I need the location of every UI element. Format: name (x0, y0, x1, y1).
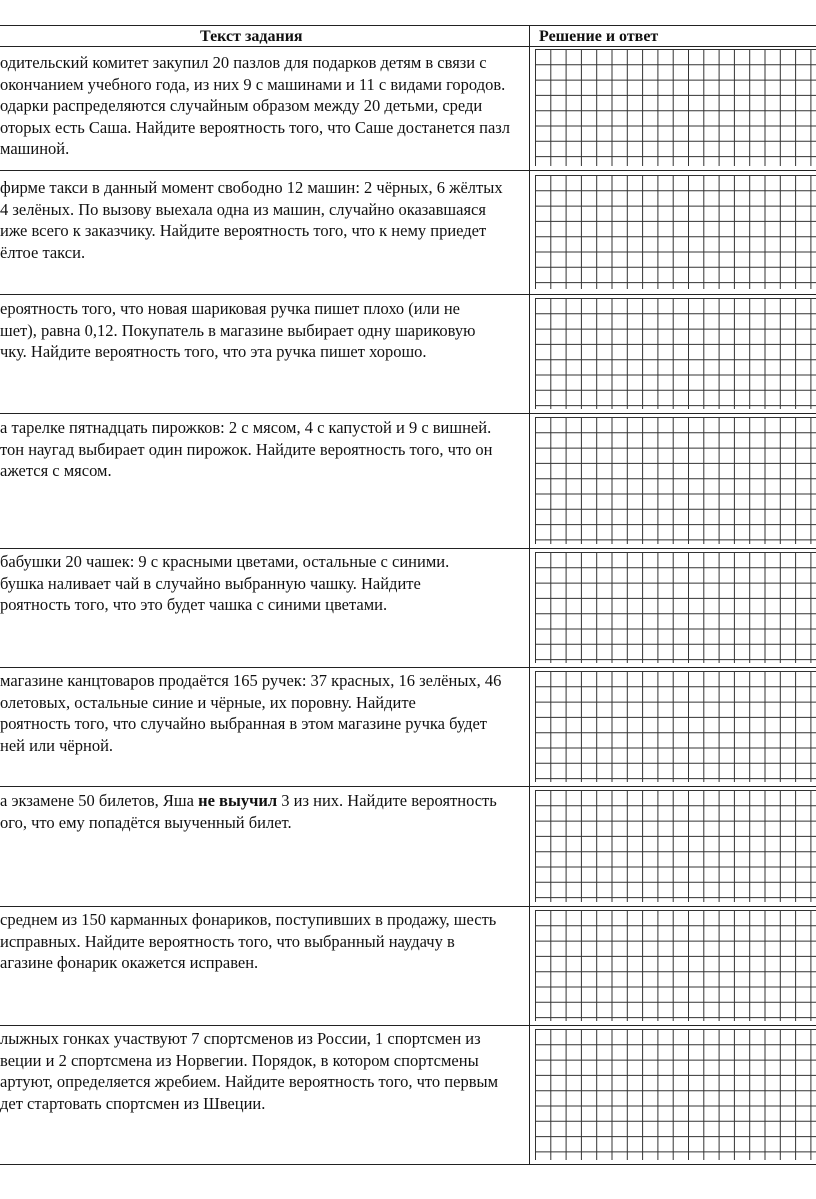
grid-lines (535, 910, 816, 1021)
task-line: ероятность того, что новая шариковая ручка пишет плохо (или не (0, 299, 460, 318)
task-line: тон наугад выбирает один пирожок. Найдите вероятность того, что он (0, 439, 493, 459)
answer-grid-3[interactable] (535, 298, 816, 409)
task-text-1 (0, 52, 523, 160)
task-text-2 (0, 177, 523, 263)
task-line: артуют, определяется жребием. Найдите вероятность того, что первым (0, 1072, 499, 1091)
task-text-part: 3 из них. Найдите вероятность (277, 791, 497, 810)
task-line: лыжных гонках участвуют 7 спортсменов из России, 1 спортсмен из (0, 1029, 481, 1048)
row-border (0, 906, 816, 907)
answer-grid-1[interactable] (535, 49, 816, 166)
task-line: иже всего к заказчику. Найдите вероятность того, что к нему приедет (0, 221, 487, 240)
header-solution: Решение и ответ (539, 28, 659, 45)
task-line: шет), равна 0,12. Покупатель в магазине выбирает одну шариковую (0, 320, 476, 340)
task-line: ёлтое такси. (0, 242, 86, 262)
task-line: ого, что ему попадётся выученный билет. (0, 812, 292, 832)
task-line: ажется с мясом. (0, 461, 112, 480)
task-line: роятность того, что случайно выбранная в этом магазине ручка будет (0, 714, 487, 733)
task-line: дет стартовать спортсмен из Швеции. (0, 1093, 266, 1113)
task-line: бабушки 20 чашек: 9 с красными цветами, остальные с синими. (0, 552, 450, 571)
answer-grid-9[interactable] (535, 1029, 816, 1160)
row-border (0, 1025, 816, 1026)
task-line: одительский комитет закупил 20 пазлов для подарков детям в связи с (0, 53, 487, 72)
task-line: оторых есть Саша. Найдите вероятность того, что Саше достанется пазл (0, 117, 511, 137)
row-border (0, 786, 816, 787)
task-line: машиной. (0, 139, 70, 158)
answer-grid-6[interactable] (535, 671, 816, 782)
answer-grid-2[interactable] (535, 175, 816, 289)
task-text-6 (0, 670, 523, 756)
grid-lines (535, 49, 816, 166)
task-text-4 (0, 417, 523, 482)
task-line: окончанием учебного года, из них 9 с машинами и 11 с видами городов. (0, 74, 506, 94)
task-line: ней или чёрной. (0, 735, 114, 755)
grid-lines (535, 1029, 816, 1160)
grid-lines (535, 671, 816, 782)
row-border (0, 548, 816, 549)
row-border (0, 667, 816, 668)
task-text-5 (0, 551, 523, 616)
task-line: роятность того, что это будет чашка с синими цветами. (0, 595, 388, 614)
row-border (0, 170, 816, 171)
task-line: среднем из 150 карманных фонариков, поступивших в продажу, шесть (0, 910, 497, 929)
task-text-3 (0, 298, 523, 363)
answer-grid-8[interactable] (535, 910, 816, 1021)
grid-lines (535, 175, 816, 289)
task-text-8 (0, 909, 523, 974)
task-line: бушка наливает чай в случайно выбранную чашку. Найдите (0, 573, 421, 593)
task-line: агазине фонарик окажется исправен. (0, 953, 259, 972)
row-border (0, 413, 816, 414)
answer-grid-5[interactable] (535, 552, 816, 663)
task-line: чку. Найдите вероятность того, что эта ручка пишет хорошо. (0, 342, 427, 361)
task-text-part: а экзамене 50 билетов, Яша (0, 791, 199, 810)
column-divider (529, 25, 530, 1165)
task-line: магазине канцтоваров продаётся 165 ручек: 37 красных, 16 зелёных, 46 (0, 671, 502, 690)
task-line: веции и 2 спортсмена из Норвегии. Порядок, в котором спортсмены (0, 1050, 479, 1070)
row-border (0, 294, 816, 295)
header-task-text: Текст задания (200, 28, 303, 45)
task-text-emphasis: не выучил (198, 791, 278, 810)
task-text-9 (0, 1028, 523, 1114)
task-line: фирме такси в данный момент свободно 12 машин: 2 чёрных, 6 жёлтых (0, 178, 503, 197)
grid-lines (535, 417, 816, 544)
grid-lines (535, 552, 816, 663)
task-text-7 (0, 790, 523, 833)
task-line: а тарелке пятнадцать пирожков: 2 с мясом, 4 с капустой и 9 с вишней. (0, 418, 492, 437)
task-line: олетовых, остальные синие и чёрные, их поровну. Найдите (0, 692, 416, 712)
grid-lines (535, 790, 816, 902)
answer-grid-7[interactable] (535, 790, 816, 902)
task-line: исправных. Найдите вероятность того, что выбранный наудачу в (0, 931, 455, 951)
task-line: одарки распределяются случайным образом между 20 детьми, среди (0, 96, 483, 115)
table-top-border (0, 25, 816, 26)
task-line: 4 зелёных. По вызову выехала одна из машин, случайно оказавшаяся (0, 199, 486, 219)
header-bottom-border (0, 46, 816, 47)
task-line (0, 790, 523, 812)
table-bottom-border (0, 1164, 816, 1165)
grid-lines (535, 298, 816, 409)
answer-grid-4[interactable] (535, 417, 816, 544)
